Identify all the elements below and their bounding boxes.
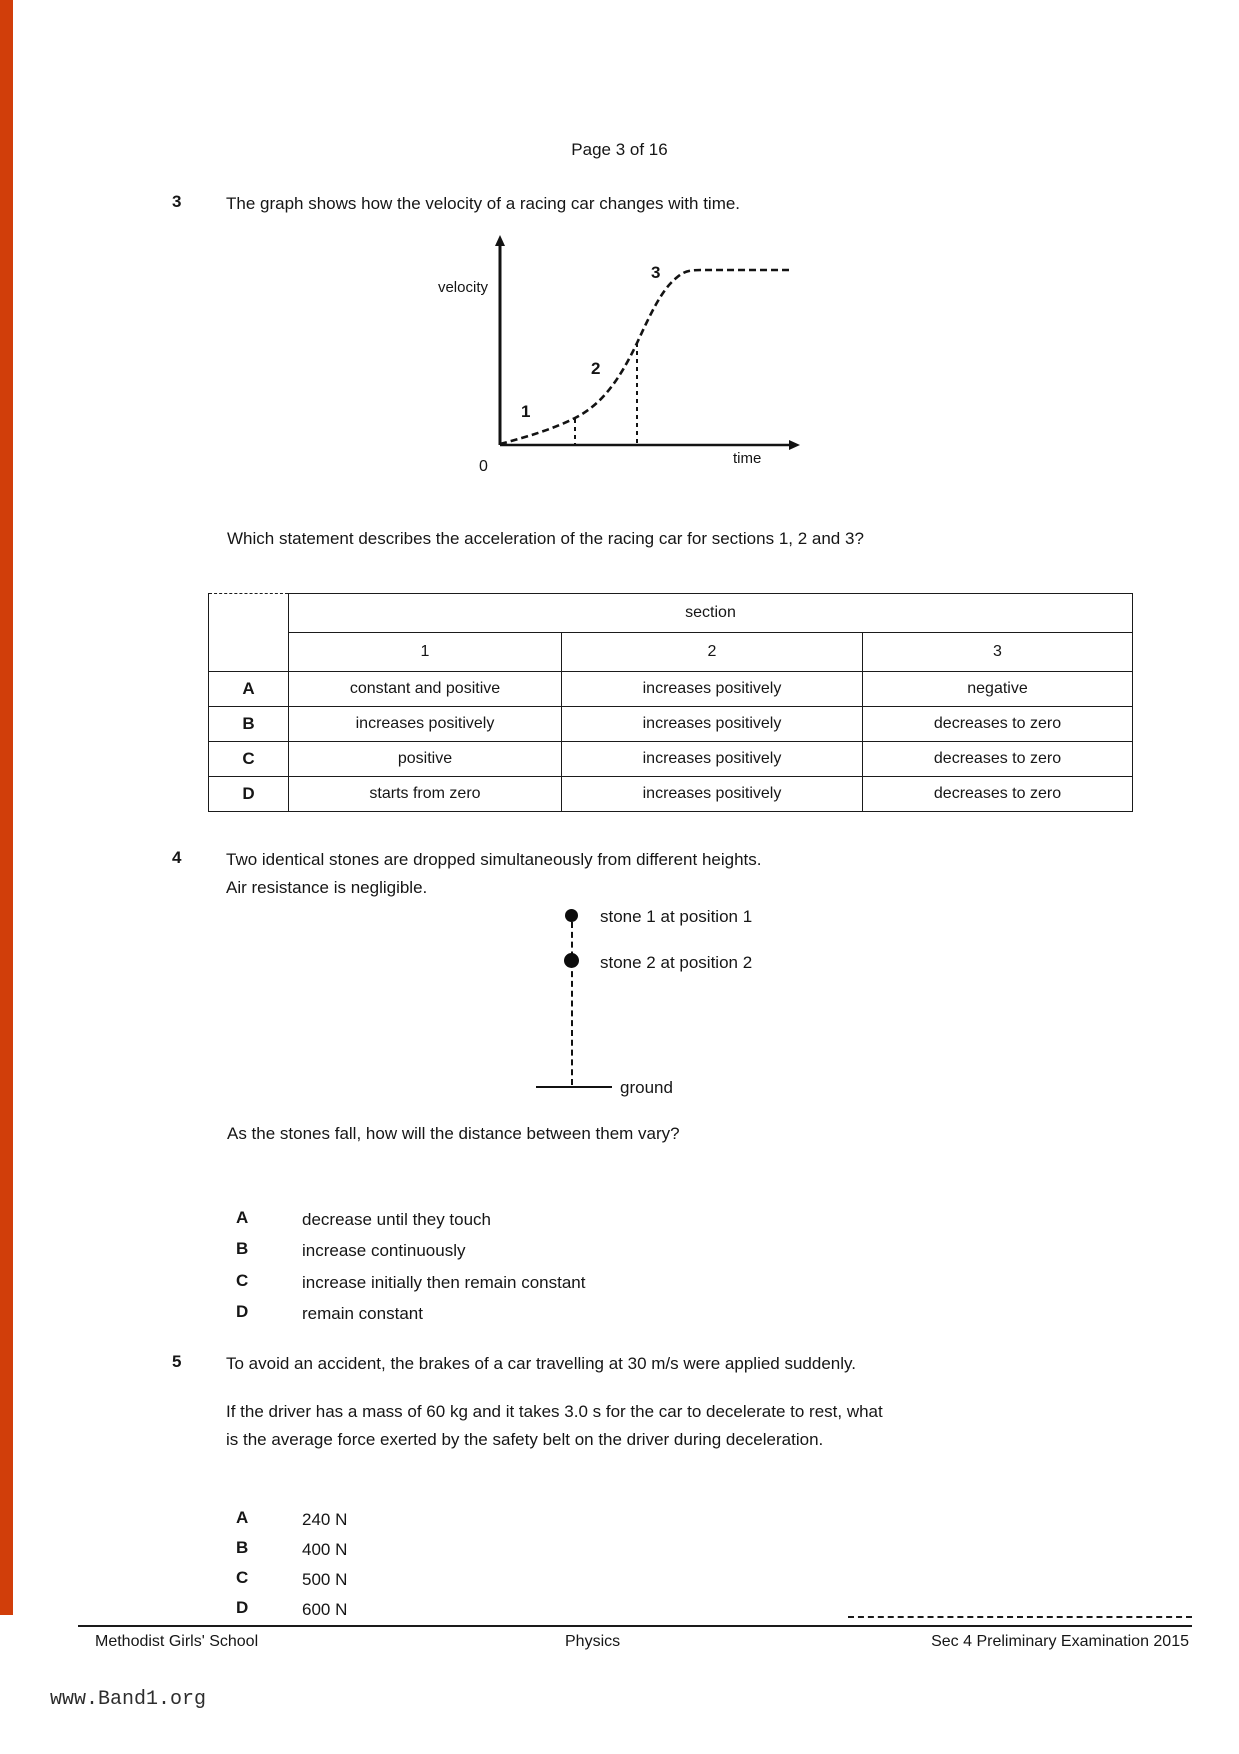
q4-option-letter: C <box>236 1271 249 1290</box>
table-cell: decreases to zero <box>863 777 1133 812</box>
x-axis-arrow-icon <box>789 440 800 450</box>
q4-number: 4 <box>172 848 182 867</box>
table-row <box>209 672 1133 707</box>
q5-option-text: 240 N <box>302 1510 348 1529</box>
fall-path-dashed-line <box>571 922 573 1085</box>
q4-option-text: increase initially then remain constant <box>302 1273 586 1292</box>
table-row <box>209 707 1133 742</box>
q3-question: Which statement describes the acceleration of the racing car for sections 1, 2 and 3? <box>227 529 864 548</box>
table-cell: positive <box>289 742 562 777</box>
ground-line <box>536 1086 612 1088</box>
q4-option-text: decrease until they touch <box>302 1210 492 1229</box>
graph-section3-label: 3 <box>651 263 661 282</box>
q5-body-line1: If the driver has a mass of 60 kg and it takes 3.0 s for the car to decelerate to rest, what <box>226 1402 883 1421</box>
velocity-time-graph <box>415 233 815 483</box>
ground-label: ground <box>620 1078 673 1097</box>
q5-option-letter: D <box>236 1598 249 1617</box>
table-cell: starts from zero <box>289 777 562 812</box>
q4-stem-line2: Air resistance is negligible. <box>226 878 428 897</box>
table-cell: constant and positive <box>289 672 562 707</box>
q4-option-letter: A <box>236 1208 249 1227</box>
q5-option-letter: C <box>236 1568 249 1587</box>
row-option-letter: B <box>209 707 289 742</box>
row-option-letter: C <box>209 742 289 777</box>
q5-option-letter: A <box>236 1508 249 1527</box>
footer-subject: Physics <box>565 1633 621 1650</box>
q5-option-text: 600 N <box>302 1600 348 1619</box>
stone2-label: stone 2 at position 2 <box>600 953 753 972</box>
footer-dashed-line <box>848 1616 1192 1618</box>
stone1-label: stone 1 at position 1 <box>600 907 753 926</box>
table-cell: decreases to zero <box>863 707 1133 742</box>
q4-option-text: increase continuously <box>302 1241 466 1260</box>
table-cell: increases positively <box>562 672 863 707</box>
table-corner-cell <box>209 594 289 672</box>
table-cell: increases positively <box>289 707 562 742</box>
q3-number: 3 <box>172 192 182 211</box>
q5-body-line2: is the average force exerted by the safety belt on the driver during deceleration. <box>226 1430 824 1449</box>
table-cell: negative <box>863 672 1133 707</box>
q5-option-text: 500 N <box>302 1570 348 1589</box>
table-col-header-3: 3 <box>863 633 1133 672</box>
velocity-curve <box>500 270 789 444</box>
footer-exam-title: Sec 4 Preliminary Examination 2015 <box>931 1633 1189 1650</box>
row-option-letter: D <box>209 777 289 812</box>
table-col-header-2: 2 <box>562 633 863 672</box>
graph-section1-label: 1 <box>521 402 531 421</box>
watermark-url: www.Band1.org <box>50 1688 207 1711</box>
q5-option-text: 400 N <box>302 1540 348 1559</box>
y-axis-arrow-icon <box>495 235 505 246</box>
graph-origin-label: 0 <box>479 458 488 475</box>
q5-number: 5 <box>172 1352 182 1371</box>
q3-answer-table <box>208 593 1133 812</box>
q4-stem-line1: Two identical stones are dropped simultaneously from different heights. <box>226 850 762 869</box>
q3-stem: The graph shows how the velocity of a racing car changes with time. <box>226 194 741 213</box>
table-group-header: section <box>289 594 1133 633</box>
graph-section2-label: 2 <box>591 359 601 378</box>
scan-edge-stripe <box>0 0 13 1615</box>
table-cell: increases positively <box>562 707 863 742</box>
q4-option-text: remain constant <box>302 1304 423 1323</box>
graph-xlabel: time <box>733 450 762 467</box>
table-col-header-1: 1 <box>289 633 562 672</box>
q5-stem: To avoid an accident, the brakes of a car travelling at 30 m/s were applied suddenly. <box>226 1354 856 1373</box>
footer-rule <box>78 1625 1192 1627</box>
footer-school: Methodist Girls' School <box>95 1633 259 1650</box>
table-row <box>209 777 1133 812</box>
table-cell: increases positively <box>562 777 863 812</box>
q4-option-letter: D <box>236 1302 249 1321</box>
graph-ylabel: velocity <box>437 279 488 296</box>
table-cell: decreases to zero <box>863 742 1133 777</box>
row-option-letter: A <box>209 672 289 707</box>
table-cell: increases positively <box>562 742 863 777</box>
stone1-dot <box>565 909 578 922</box>
table-row <box>209 742 1133 777</box>
page-number-header: Page 3 of 16 <box>571 140 668 159</box>
q5-option-letter: B <box>236 1538 249 1557</box>
q4-option-letter: B <box>236 1239 249 1258</box>
stone2-dot <box>564 953 579 968</box>
q4-question: As the stones fall, how will the distance between them vary? <box>227 1124 680 1143</box>
